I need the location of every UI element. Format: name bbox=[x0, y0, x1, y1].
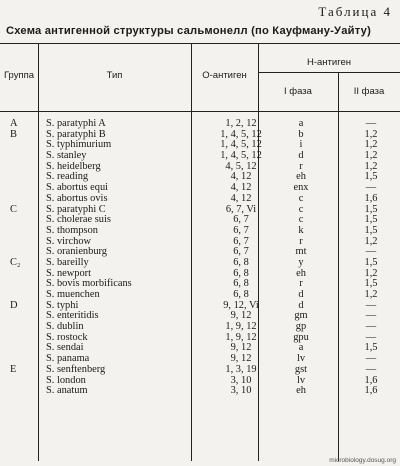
row-o-antigen: 9, 12 bbox=[230, 353, 252, 365]
row-h-phase-2: — bbox=[365, 182, 377, 194]
row-h-phase-1: r bbox=[299, 278, 303, 290]
row-group: B bbox=[10, 128, 17, 140]
row-h-phase-2: — bbox=[365, 353, 377, 365]
row-h-phase-1: gpu bbox=[293, 331, 309, 343]
table-row bbox=[0, 365, 400, 376]
table-body bbox=[0, 119, 400, 397]
row-h-phase-2: 1,5 bbox=[364, 278, 378, 290]
row-h-phase-1: c bbox=[298, 203, 304, 215]
row-h-phase-1: k bbox=[298, 224, 304, 236]
row-h-phase-2: 1,2 bbox=[364, 267, 378, 279]
row-type: S. bovis morbificans bbox=[46, 278, 132, 290]
row-o-antigen: 1, 9, 12 bbox=[225, 331, 257, 343]
row-h-phase-2: 1,2 bbox=[364, 235, 378, 247]
row-h-phase-2: 1,2 bbox=[364, 139, 378, 151]
row-h-phase-1: r bbox=[299, 235, 303, 247]
row-h-phase-2: 1,5 bbox=[364, 342, 378, 354]
row-h-phase-2: 1,5 bbox=[364, 224, 378, 236]
row-type: S. cholerae suis bbox=[46, 214, 111, 226]
table-title: Схема антигенной структуры сальмонелл (по Кауфману-Уайту) bbox=[6, 25, 372, 37]
row-h-phase-1: c bbox=[298, 214, 304, 226]
row-type: S. virchow bbox=[46, 235, 92, 247]
header-phase-1: I фаза bbox=[284, 86, 312, 97]
row-o-antigen: 1, 3, 19 bbox=[225, 363, 257, 375]
h-antigen-rule bbox=[258, 72, 400, 73]
table-row bbox=[0, 226, 400, 237]
header-h-antigen: Н-антиген bbox=[307, 57, 351, 68]
row-type: S. anatum bbox=[46, 385, 88, 397]
table-row bbox=[0, 386, 400, 397]
table-row bbox=[0, 194, 400, 205]
row-group: C₂ bbox=[10, 256, 21, 268]
row-o-antigen: 6, 8 bbox=[233, 256, 249, 268]
row-h-phase-2: 1,2 bbox=[364, 160, 378, 172]
row-o-antigen: 1, 9, 12 bbox=[225, 321, 257, 333]
row-type: S. muenchen bbox=[46, 289, 100, 300]
row-h-phase-1: lv bbox=[296, 353, 306, 365]
row-o-antigen: 1, 4, 5, 12 bbox=[220, 128, 262, 140]
row-type: S. newport bbox=[46, 267, 92, 279]
row-h-phase-2: 1,5 bbox=[364, 214, 378, 226]
row-type: S. oranienburg bbox=[46, 246, 107, 258]
row-h-phase-1: enx bbox=[293, 182, 309, 194]
row-group: C bbox=[10, 203, 17, 215]
row-h-phase-2: 1,2 bbox=[364, 150, 378, 162]
row-group: D bbox=[10, 299, 18, 311]
row-o-antigen: 6, 8 bbox=[233, 267, 249, 279]
row-h-phase-1: eh bbox=[296, 385, 306, 397]
row-o-antigen: 6, 7 bbox=[233, 224, 249, 236]
row-h-phase-2: 1,6 bbox=[364, 374, 378, 386]
row-o-antigen: 4, 12 bbox=[230, 192, 252, 204]
row-h-phase-2: 1,5 bbox=[364, 203, 378, 215]
row-o-antigen: 3, 10 bbox=[230, 374, 252, 386]
row-o-antigen: 6, 7 bbox=[233, 214, 249, 226]
row-type: S. panama bbox=[46, 353, 90, 365]
row-h-phase-1: lv bbox=[296, 374, 306, 386]
row-group: E bbox=[10, 363, 17, 375]
row-h-phase-1: gst bbox=[294, 363, 308, 375]
row-o-antigen: 9, 12, Vi bbox=[223, 299, 259, 311]
row-o-antigen: 9, 12 bbox=[230, 310, 252, 322]
row-type: S. thompson bbox=[46, 224, 98, 236]
row-h-phase-2: 1,5 bbox=[364, 256, 378, 268]
header-phase-2: II фаза bbox=[353, 86, 385, 97]
row-type: S. rostock bbox=[46, 331, 88, 343]
row-o-antigen: 6, 7, Vi bbox=[225, 203, 257, 215]
row-type: S. bareilly bbox=[46, 256, 89, 268]
row-h-phase-1: b bbox=[298, 128, 304, 140]
row-type: S. paratyphi B bbox=[46, 128, 106, 140]
header-rule bbox=[0, 111, 400, 112]
watermark: microbiology.dosug.org bbox=[329, 457, 396, 464]
row-h-phase-1: a bbox=[298, 342, 304, 354]
row-type: S. paratyphi A bbox=[46, 118, 106, 129]
row-o-antigen: 3, 10 bbox=[230, 385, 252, 397]
row-o-antigen: 1, 4, 5, 12 bbox=[220, 150, 262, 162]
row-h-phase-2: — bbox=[365, 246, 377, 258]
row-h-phase-2: — bbox=[365, 310, 377, 322]
top-rule bbox=[0, 43, 400, 44]
header-type: Тип bbox=[106, 70, 123, 81]
row-type: S. sendai bbox=[46, 342, 84, 354]
row-h-phase-2: 1,5 bbox=[364, 171, 378, 183]
row-h-phase-1: eh bbox=[296, 267, 306, 279]
row-o-antigen: 6, 7 bbox=[233, 246, 249, 258]
row-h-phase-1: c bbox=[298, 192, 304, 204]
row-h-phase-1: gp bbox=[295, 321, 307, 333]
row-o-antigen: 1, 4, 5, 12 bbox=[220, 139, 262, 151]
row-h-phase-2: — bbox=[365, 321, 377, 333]
row-h-phase-1: eh bbox=[296, 171, 306, 183]
row-type: S. dublin bbox=[46, 321, 84, 333]
row-type: S. heidelberg bbox=[46, 160, 101, 172]
row-h-phase-1: y bbox=[298, 256, 304, 268]
row-o-antigen: 4, 12 bbox=[230, 182, 252, 194]
row-o-antigen: 4, 12 bbox=[230, 171, 252, 183]
header-o-antigen: О-антиген bbox=[202, 70, 247, 81]
row-h-phase-1: d bbox=[298, 150, 304, 162]
row-type: S. enteritidis bbox=[46, 310, 99, 322]
row-h-phase-1: a bbox=[298, 118, 304, 129]
row-h-phase-2: 1,6 bbox=[364, 385, 378, 397]
row-h-phase-2: — bbox=[365, 299, 377, 311]
row-h-phase-2: — bbox=[365, 331, 377, 343]
row-type: S. senftenberg bbox=[46, 363, 106, 375]
row-o-antigen: 1, 2, 12 bbox=[225, 118, 257, 129]
row-type: S. paratyphi C bbox=[46, 203, 106, 215]
row-h-phase-1: mt bbox=[295, 246, 307, 258]
row-o-antigen: 6, 8 bbox=[233, 278, 249, 290]
row-h-phase-1: gm bbox=[294, 310, 308, 322]
header-group: Группа bbox=[3, 70, 35, 81]
row-h-phase-1: r bbox=[299, 160, 303, 172]
row-o-antigen: 6, 7 bbox=[233, 235, 249, 247]
row-h-phase-2: 1,2 bbox=[364, 289, 378, 300]
row-type: S. typhimurium bbox=[46, 139, 112, 151]
row-h-phase-2: — bbox=[365, 118, 377, 129]
row-type: S. london bbox=[46, 374, 86, 386]
row-h-phase-1: d bbox=[298, 299, 304, 311]
row-h-phase-2: 1,2 bbox=[364, 128, 378, 140]
row-h-phase-1: i bbox=[299, 139, 303, 151]
row-o-antigen: 9, 12 bbox=[230, 342, 252, 354]
row-type: S. reading bbox=[46, 171, 89, 183]
row-type: S. abortus equi bbox=[46, 182, 109, 194]
row-h-phase-1: d bbox=[298, 289, 304, 300]
row-h-phase-2: 1,6 bbox=[364, 192, 378, 204]
row-type: S. abortus ovis bbox=[46, 192, 108, 204]
row-type: S. stanley bbox=[46, 150, 87, 162]
row-o-antigen: 4, 5, 12 bbox=[225, 160, 257, 172]
row-type: S. typhi bbox=[46, 299, 79, 311]
row-group: A bbox=[10, 118, 18, 129]
row-h-phase-2: — bbox=[365, 363, 377, 375]
table-number: Таблица 4 bbox=[318, 4, 392, 19]
row-o-antigen: 6, 8 bbox=[233, 289, 249, 300]
